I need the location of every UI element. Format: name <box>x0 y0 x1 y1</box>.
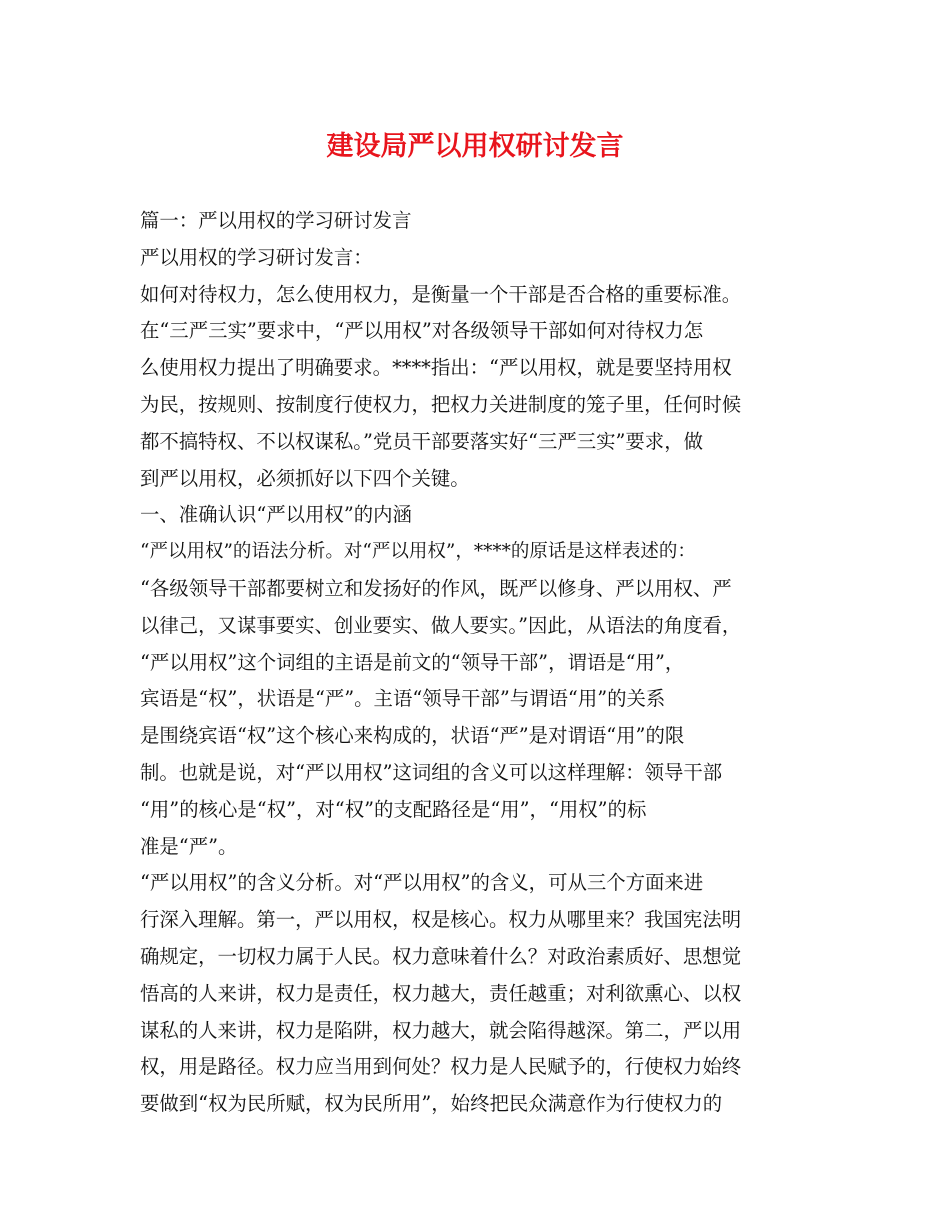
body-line: 都不搞特权、不以权谋私。”党员干部要落实好“三严三实”要求，做 <box>140 429 703 453</box>
subheading: 严以用权的学习研讨发言： <box>140 245 373 269</box>
body-line: 准是“严”。 <box>140 834 238 858</box>
body-line: 在“三严三实”要求中，“严以用权”对各级领导干部如何对待权力怎 <box>140 319 704 343</box>
body-line: 为民，按规则、按制度行使权力，把权力关进制度的笼子里，任何时候 <box>140 392 742 416</box>
body-line: 要做到“权为民所赋，权为民所用”，始终把民众满意作为行使权力的 <box>140 1092 723 1116</box>
body-line: “各级领导干部都要树立和发扬好的作风，既严以修身、严以用权、严 <box>140 576 732 600</box>
body-line: 权，用是路径。权力应当用到何处？权力是人民赋予的，行使权力始终 <box>140 1055 742 1079</box>
body-line: 悟高的人来讲，权力是责任，权力越大，责任越重；对利欲熏心、以权 <box>140 981 742 1005</box>
section-heading: 篇一：严以用权的学习研讨发言 <box>140 209 412 232</box>
body-line: 谋私的人来讲，权力是陷阱，权力越大，就会陷得越深。第二，严以用 <box>140 1018 742 1042</box>
body-line: “用”的核心是“权”，对“权”的支配路径是“用”，“用权”的标 <box>140 797 647 821</box>
body-line: “严以用权”这个词组的主语是前文的“领导干部”，谓语是“用”， <box>140 650 685 674</box>
document-title: 建设局严以用权研讨发言 <box>326 131 624 162</box>
body-line: 确规定，一切权力属于人民。权力意味着什么？对政治素质好、思想觉 <box>140 944 742 968</box>
body-line: 宾语是“权”，状语是“严”。主语“领导干部”与谓语“用”的关系 <box>140 687 666 711</box>
body-line: 么使用权力提出了明确要求。****指出：“严以用权，就是要坚持用权 <box>140 356 732 380</box>
section-heading: 一、准确认识“严以用权”的内涵 <box>140 503 412 527</box>
body-line: 如何对待权力，怎么使用权力，是衡量一个干部是否合格的重要标准。 <box>140 282 742 306</box>
body-line: 行深入理解。第一，严以用权，权是核心。权力从哪里来？我国宪法明 <box>140 908 742 932</box>
body-line: 到严以用权，必须抓好以下四个关键。 <box>140 466 470 490</box>
document-body <box>140 203 820 1123</box>
body-line: 制。也就是说，对“严以用权”这词组的含义可以这样理解：领导干部 <box>140 760 723 784</box>
body-line: 以律己，又谋事要实、创业要实、做人要实。”因此，从语法的角度看， <box>140 613 742 637</box>
body-line: 是围绕宾语“权”这个核心来构成的，状语“严”是对谓语“用”的限 <box>140 724 685 748</box>
body-line: “严以用权”的含义分析。对“严以用权”的含义，可从三个方面来进 <box>140 871 704 895</box>
body-line: “严以用权”的语法分析。对“严以用权”，****的原话是这样表述的： <box>140 541 696 563</box>
